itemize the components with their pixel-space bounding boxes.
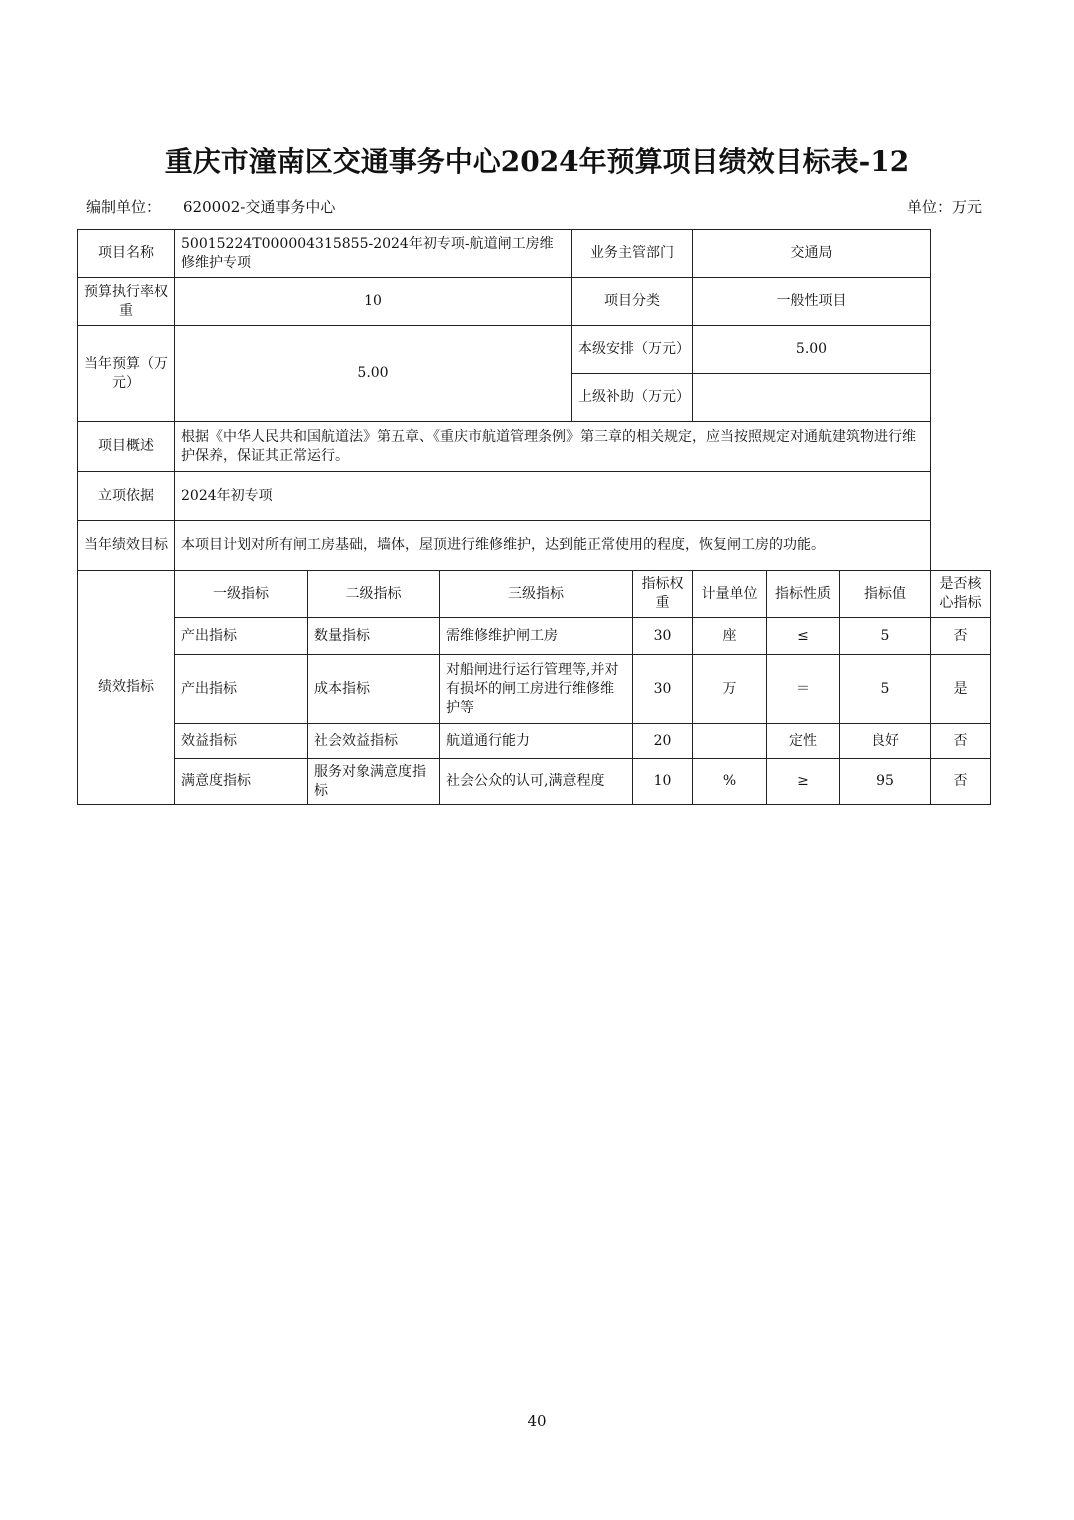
header-nature: 指标性质 xyxy=(767,571,840,618)
overview-label: 项目概述 xyxy=(78,422,175,472)
unit-cell xyxy=(693,724,767,759)
currency-unit: 单位：万元 xyxy=(906,198,982,216)
core-cell: 否 xyxy=(931,759,991,805)
page-title: 重庆市潼南区交通事务中心2024年预算项目绩效目标表-12 xyxy=(164,145,910,178)
category-label: 项目分类 xyxy=(572,278,693,326)
unit-cell: % xyxy=(693,759,767,805)
level1-cell: 产出指标 xyxy=(175,655,308,724)
value-cell: 5 xyxy=(840,618,931,655)
level1-cell: 效益指标 xyxy=(175,724,308,759)
local-value: 5.00 xyxy=(693,326,931,374)
exec-weight-label: 预算执行率权重 xyxy=(78,278,175,326)
value-cell: 5 xyxy=(840,655,931,724)
indicator-label: 绩效指标 xyxy=(78,571,175,805)
table-row xyxy=(78,618,991,655)
level3-cell: 对船闸进行运行管理等,并对有损坏的闸工房进行维修维护等 xyxy=(440,655,633,724)
compiling-unit-label: 编制单位： xyxy=(86,198,162,216)
nature-cell: 定性 xyxy=(767,724,840,759)
budget-label: 当年预算（万元） xyxy=(78,326,175,422)
page-number: 40 xyxy=(527,1412,547,1430)
header-unit: 计量单位 xyxy=(693,571,767,618)
nature-cell: ≤ xyxy=(767,618,840,655)
header-value: 指标值 xyxy=(840,571,931,618)
compiling-unit-value: 620002-交通事务中心 xyxy=(183,198,336,216)
core-cell: 是 xyxy=(931,655,991,724)
header-level2: 二级指标 xyxy=(308,571,440,618)
core-cell: 否 xyxy=(931,724,991,759)
goal-label: 当年绩效目标 xyxy=(78,521,175,571)
project-name-value: 50015224T000004315855-2024年初专项-航道闸工房维修维护专项 xyxy=(175,230,572,278)
budget-value: 5.00 xyxy=(175,326,572,422)
weight-cell: 30 xyxy=(633,618,693,655)
weight-cell: 10 xyxy=(633,759,693,805)
unit-cell: 座 xyxy=(693,618,767,655)
goal-value: 本项目计划对所有闸工房基础，墙体，屋顶进行维修维护，达到能正常使用的程度，恢复闸工房的功能。 xyxy=(175,521,931,571)
unit-cell: 万 xyxy=(693,655,767,724)
header-level3: 三级指标 xyxy=(440,571,633,618)
weight-cell: 20 xyxy=(633,724,693,759)
level2-cell: 数量指标 xyxy=(308,618,440,655)
level1-cell: 满意度指标 xyxy=(175,759,308,805)
table-row xyxy=(78,724,991,759)
level2-cell: 社会效益指标 xyxy=(308,724,440,759)
overview-value: 根据《中华人民共和国航道法》第五章、《重庆市航道管理条例》第三章的相关规定，应当按照规定对通航建筑物进行维护保养，保证其正常运行。 xyxy=(175,422,931,472)
header-level1: 一级指标 xyxy=(175,571,308,618)
value-cell: 良好 xyxy=(840,724,931,759)
category-value: 一般性项目 xyxy=(693,278,931,326)
basis-value: 2024年初专项 xyxy=(175,472,931,521)
project-name-label: 项目名称 xyxy=(78,230,175,278)
level1-cell: 产出指标 xyxy=(175,618,308,655)
upper-label: 上级补助（万元） xyxy=(572,374,693,422)
level3-cell: 社会公众的认可,满意程度 xyxy=(440,759,633,805)
exec-weight-value: 10 xyxy=(175,278,572,326)
performance-table xyxy=(77,229,991,805)
nature-cell: ≥ xyxy=(767,759,840,805)
compiling-unit xyxy=(86,196,335,217)
weight-cell: 30 xyxy=(633,655,693,724)
local-label: 本级安排（万元） xyxy=(572,326,693,374)
header-core: 是否核心指标 xyxy=(931,571,991,618)
dept-value: 交通局 xyxy=(693,230,931,278)
level3-cell: 航道通行能力 xyxy=(440,724,633,759)
basis-label: 立项依据 xyxy=(78,472,175,521)
core-cell: 否 xyxy=(931,618,991,655)
level3-cell: 需维修维护闸工房 xyxy=(440,618,633,655)
nature-cell: ＝ xyxy=(767,655,840,724)
dept-label: 业务主管部门 xyxy=(572,230,693,278)
header-weight: 指标权重 xyxy=(633,571,693,618)
upper-value xyxy=(693,374,931,422)
table-row xyxy=(78,759,991,805)
level2-cell: 成本指标 xyxy=(308,655,440,724)
level2-cell: 服务对象满意度指标 xyxy=(308,759,440,805)
table-row xyxy=(78,655,991,724)
value-cell: 95 xyxy=(840,759,931,805)
